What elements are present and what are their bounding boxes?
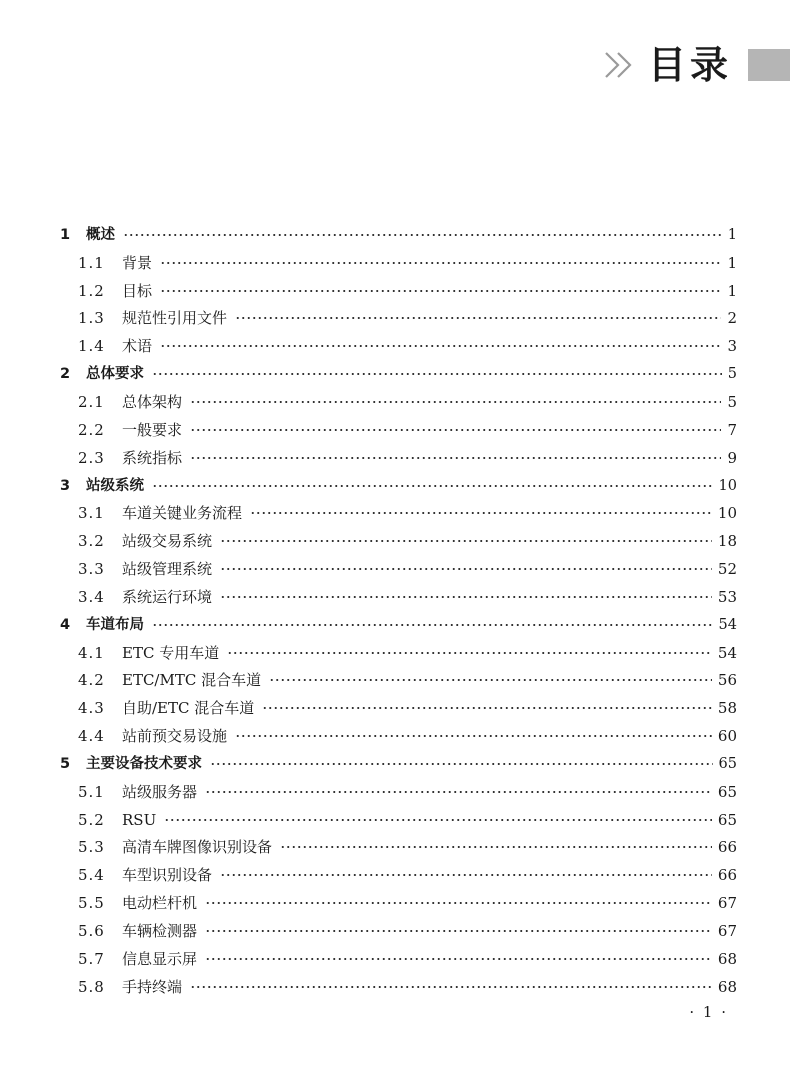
toc-entry-title: 规范性引用文件 — [122, 309, 228, 328]
toc-section-entry[interactable] — [60, 249, 737, 277]
toc-chapter-entry[interactable] — [60, 472, 737, 500]
dot-leader — [205, 957, 712, 961]
toc-entry-number: 3.1 — [78, 504, 105, 523]
dot-leader — [280, 845, 712, 849]
page-title: 目录 — [647, 43, 732, 87]
toc-chapter-entry[interactable] — [60, 360, 737, 388]
toc-entry-title: 车辆检测器 — [122, 922, 198, 941]
dot-leader — [220, 595, 712, 599]
toc-entry-number: 5.5 — [78, 894, 105, 913]
dot-leader — [123, 233, 722, 237]
toc-entry-title: 站级系统 — [86, 477, 144, 494]
dot-leader — [250, 511, 712, 515]
toc-section-entry[interactable] — [60, 639, 737, 667]
toc-entry-page: 65 — [717, 782, 737, 801]
toc-entry-page: 1 — [727, 226, 737, 243]
toc-chapter-entry[interactable] — [60, 221, 737, 249]
table-of-contents — [60, 221, 737, 1001]
toc-section-entry[interactable] — [60, 889, 737, 917]
toc-entry-number: 2.3 — [78, 448, 105, 467]
toc-entry-number: 5.6 — [78, 922, 105, 941]
toc-entry-number: 3.3 — [78, 560, 105, 579]
toc-entry-number: 4 — [60, 616, 71, 633]
toc-entry-title: 车道关键业务流程 — [122, 504, 243, 523]
toc-entry-page: 54 — [717, 643, 737, 662]
toc-entry-page: 68 — [717, 977, 737, 996]
toc-entry-page: 5 — [727, 392, 737, 411]
toc-section-entry[interactable] — [60, 861, 737, 889]
toc-section-entry[interactable] — [60, 834, 737, 862]
toc-entry-page: 56 — [717, 671, 737, 690]
toc-section-entry[interactable] — [60, 277, 737, 305]
dot-leader — [205, 790, 712, 794]
toc-entry-title: 系统运行环境 — [122, 587, 213, 606]
toc-section-entry[interactable] — [60, 945, 737, 973]
dot-leader — [190, 400, 721, 404]
toc-section-entry[interactable] — [60, 694, 737, 722]
page-number: · 1 · — [689, 1003, 728, 1021]
toc-chapter-entry[interactable] — [60, 750, 737, 778]
dot-leader — [152, 623, 713, 627]
dot-leader — [160, 344, 721, 348]
toc-entry-title: 总体要求 — [86, 366, 144, 383]
dot-leader — [152, 484, 713, 488]
toc-entry-number: 4.4 — [78, 727, 105, 746]
toc-entry-number: 3 — [60, 477, 71, 494]
toc-entry-title: 主要设备技术要求 — [86, 755, 202, 772]
toc-entry-page: 67 — [717, 922, 737, 941]
dot-leader — [262, 706, 712, 710]
toc-entry-title: 总体架构 — [122, 392, 183, 411]
toc-entry-number: 2.2 — [78, 420, 105, 439]
toc-entry-title: 手持终端 — [122, 977, 183, 996]
dot-leader — [190, 985, 712, 989]
toc-entry-title: ETC 专用车道 — [122, 643, 220, 662]
toc-entry-number: 4.2 — [78, 671, 105, 690]
dot-leader — [210, 762, 713, 766]
dot-leader — [269, 678, 712, 682]
toc-section-entry[interactable] — [60, 527, 737, 555]
toc-entry-page: 10 — [717, 504, 737, 523]
toc-section-entry[interactable] — [60, 499, 737, 527]
toc-entry-number: 1.2 — [78, 281, 105, 300]
toc-entry-number: 2.1 — [78, 392, 105, 411]
toc-entry-page: 10 — [718, 477, 737, 494]
toc-entry-page: 60 — [717, 727, 737, 746]
toc-section-entry[interactable] — [60, 667, 737, 695]
toc-entry-page: 65 — [717, 810, 737, 829]
dot-leader — [190, 428, 721, 432]
toc-entry-title: 高清车牌图像识别设备 — [122, 838, 273, 857]
toc-entry-title: 概述 — [86, 226, 115, 243]
toc-entry-page: 66 — [717, 838, 737, 857]
toc-entry-number: 1.1 — [78, 253, 105, 272]
toc-entry-page: 54 — [718, 616, 737, 633]
dot-leader — [160, 289, 721, 293]
toc-section-entry[interactable] — [60, 416, 737, 444]
toc-entry-title: RSU — [122, 810, 157, 829]
toc-entry-number: 4.1 — [78, 643, 105, 662]
toc-entry-title: 电动栏杆机 — [122, 894, 198, 913]
toc-section-entry[interactable] — [60, 555, 737, 583]
toc-entry-number: 3.4 — [78, 587, 105, 606]
toc-entry-title: 目标 — [122, 281, 153, 300]
dot-leader — [190, 456, 721, 460]
toc-entry-title: 站级管理系统 — [122, 560, 213, 579]
toc-entry-page: 5 — [727, 366, 737, 383]
toc-entry-page: 9 — [727, 448, 737, 467]
toc-entry-number: 1 — [60, 226, 71, 243]
toc-entry-title: 自助/ETC 混合车道 — [122, 699, 255, 718]
toc-entry-page: 67 — [717, 894, 737, 913]
page-header — [602, 40, 790, 90]
toc-entry-number: 2 — [60, 366, 71, 383]
toc-entry-title: ETC/MTC 混合车道 — [122, 671, 262, 690]
toc-entry-title: 信息显示屏 — [122, 949, 198, 968]
toc-section-entry[interactable] — [60, 444, 737, 472]
double-chevron-icon — [602, 45, 642, 85]
toc-section-entry[interactable] — [60, 722, 737, 750]
toc-entry-page: 1 — [727, 253, 737, 272]
dot-leader — [205, 901, 712, 905]
dot-leader — [235, 734, 712, 738]
toc-entry-page: 68 — [717, 949, 737, 968]
toc-entry-number: 5.4 — [78, 866, 105, 885]
dot-leader — [160, 261, 721, 265]
toc-entry-page: 18 — [717, 532, 737, 551]
dot-leader — [152, 372, 722, 376]
toc-entry-page: 58 — [717, 699, 737, 718]
toc-entry-title: 系统指标 — [122, 448, 183, 467]
toc-entry-title: 站级交易系统 — [122, 532, 213, 551]
dot-leader — [227, 651, 712, 655]
toc-entry-page: 3 — [727, 337, 737, 356]
toc-entry-number: 1.4 — [78, 337, 105, 356]
toc-entry-number: 5 — [60, 755, 71, 772]
toc-section-entry[interactable] — [60, 583, 737, 611]
toc-section-entry[interactable] — [60, 806, 737, 834]
toc-section-entry[interactable] — [60, 305, 737, 333]
toc-entry-title: 站级服务器 — [122, 782, 198, 801]
toc-entry-page: 2 — [727, 309, 737, 328]
toc-entry-title: 车型识别设备 — [122, 866, 213, 885]
toc-entry-number: 3.2 — [78, 532, 105, 551]
toc-entry-number: 1.3 — [78, 309, 105, 328]
toc-entry-page: 7 — [727, 420, 737, 439]
toc-chapter-entry[interactable] — [60, 611, 737, 639]
dot-leader — [205, 929, 712, 933]
toc-entry-title: 一般要求 — [122, 420, 183, 439]
toc-entry-number: 5.1 — [78, 782, 105, 801]
toc-entry-number: 5.7 — [78, 949, 105, 968]
toc-entry-page: 66 — [717, 866, 737, 885]
toc-entry-title: 术语 — [122, 337, 153, 356]
toc-entry-number: 5.8 — [78, 977, 105, 996]
toc-entry-number: 5.3 — [78, 838, 105, 857]
toc-entry-page: 53 — [717, 587, 737, 606]
toc-entry-title: 背景 — [122, 253, 153, 272]
dot-leader — [235, 316, 721, 320]
dot-leader — [164, 818, 712, 822]
title-decoration-bar — [748, 49, 790, 81]
toc-entry-title: 站前预交易设施 — [122, 727, 228, 746]
dot-leader — [220, 567, 712, 571]
toc-section-entry[interactable] — [60, 332, 737, 360]
toc-section-entry[interactable] — [60, 917, 737, 945]
toc-entry-number: 4.3 — [78, 699, 105, 718]
toc-section-entry[interactable] — [60, 973, 737, 1001]
toc-entry-page: 1 — [727, 281, 737, 300]
dot-leader — [220, 539, 712, 543]
toc-section-entry[interactable] — [60, 388, 737, 416]
dot-leader — [220, 873, 712, 877]
toc-entry-number: 5.2 — [78, 810, 105, 829]
toc-entry-page: 65 — [718, 755, 737, 772]
toc-entry-page: 52 — [717, 560, 737, 579]
toc-section-entry[interactable] — [60, 778, 737, 806]
toc-entry-title: 车道布局 — [86, 616, 144, 633]
